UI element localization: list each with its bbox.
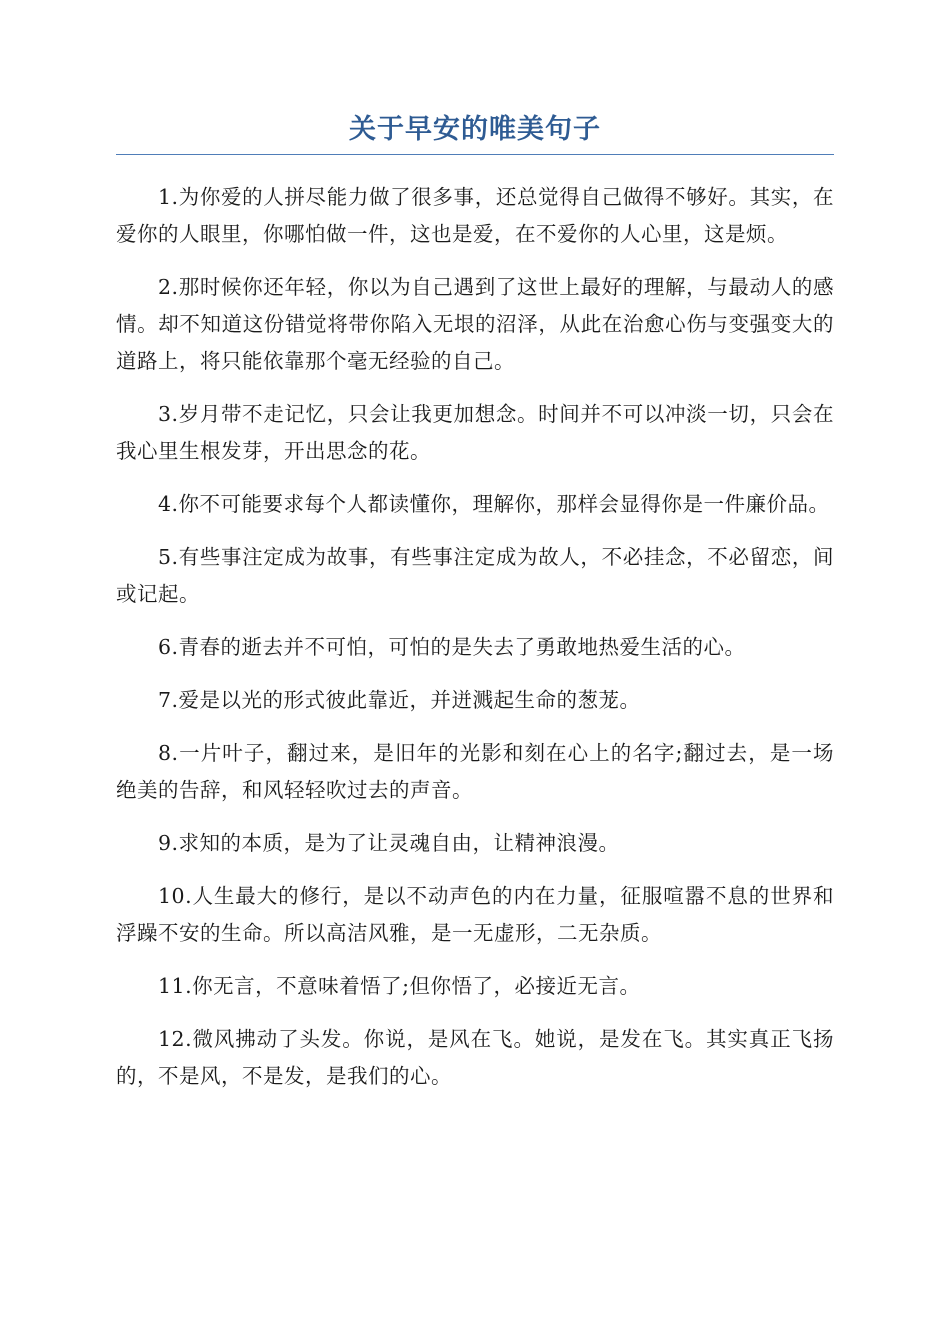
list-item: 10.人生最大的修行，是以不动声色的内在力量，征服喧嚣不息的世界和浮躁不安的生命。所以高洁风雅，是一无虚形，二无杂质。 bbox=[116, 884, 834, 945]
list-item: 9.求知的本质，是为了让灵魂自由，让精神浪漫。 bbox=[158, 831, 620, 855]
list-item: 1.为你爱的人拼尽能力做了很多事，还总觉得自己做得不够好。其实，在爱你的人眼里，你哪怕做一件，这也是爱，在不爱你的人心里，这是烦。 bbox=[116, 185, 834, 246]
document-page bbox=[116, 110, 834, 1111]
list-item: 4.你不可能要求每个人都读懂你，理解你，那样会显得你是一件廉价品。 bbox=[158, 492, 830, 516]
list-item: 3.岁月带不走记忆，只会让我更加想念。时间并不可以冲淡一切，只会在我心里生根发芽，开出思念的花。 bbox=[116, 402, 834, 463]
page-title: 关于早安的唯美句子 bbox=[116, 110, 834, 155]
list-item: 6.青春的逝去并不可怕，可怕的是失去了勇敢地热爱生活的心。 bbox=[158, 635, 746, 659]
list-item: 12.微风拂动了头发。你说，是风在飞。她说，是发在飞。其实真正飞扬的，不是风，不是发，是我们的心。 bbox=[116, 1027, 834, 1088]
list-item: 7.爱是以光的形式彼此靠近，并迸溅起生命的葱茏。 bbox=[158, 688, 641, 712]
list-item: 5.有些事注定成为故事，有些事注定成为故人，不必挂念，不必留恋，间或记起。 bbox=[116, 545, 834, 606]
list-item: 2.那时候你还年轻，你以为自己遇到了这世上最好的理解，与最动人的感情。却不知道这份错觉将带你陷入无垠的沼泽，从此在治愈心伤与变强变大的道路上，将只能依靠那个毫无经验的自己。 bbox=[116, 275, 834, 373]
list-item: 11.你无言，不意味着悟了;但你悟了，必接近无言。 bbox=[158, 974, 641, 998]
list-item: 8.一片叶子，翻过来，是旧年的光影和刻在心上的名字;翻过去，是一场绝美的告辞，和风轻轻吹过去的声音。 bbox=[116, 741, 834, 802]
sentence-list bbox=[116, 179, 834, 1095]
